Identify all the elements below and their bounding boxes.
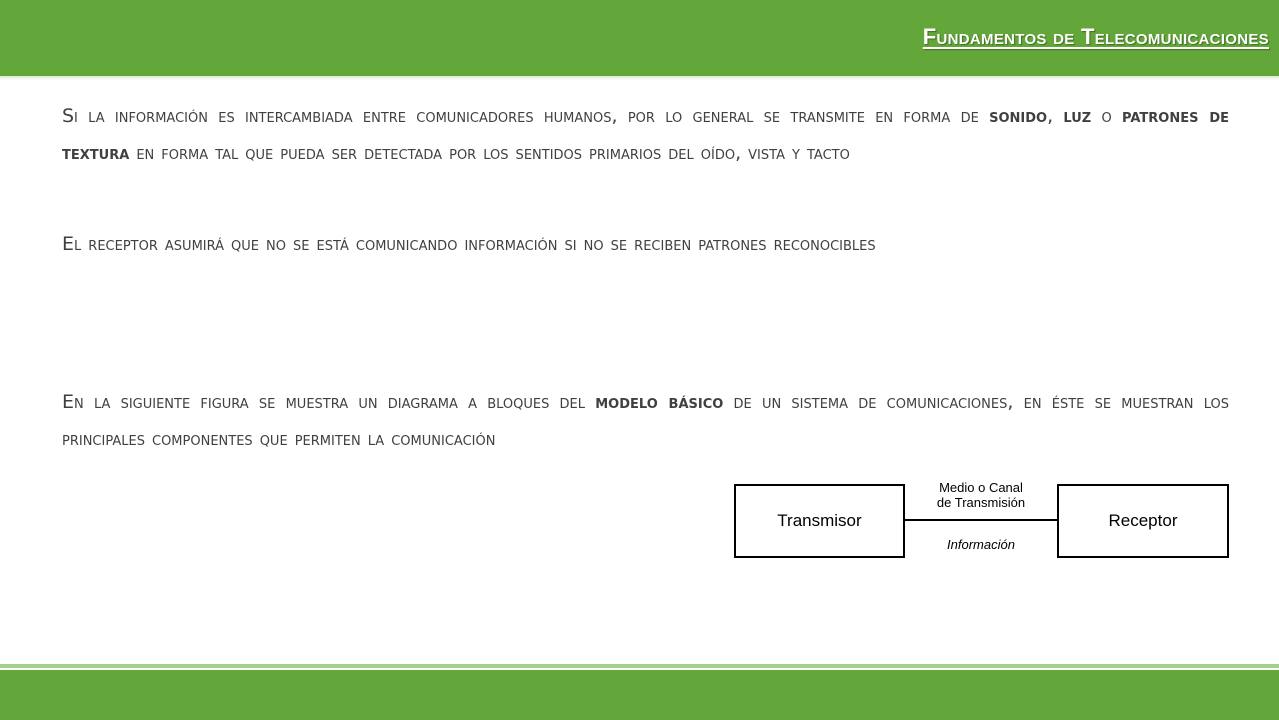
paragraph-3-text-a: En la siguiente figura se muestra un diagrama a bloques del <box>62 391 596 413</box>
header-shadow <box>0 76 1279 80</box>
channel-label <box>905 480 1057 510</box>
footer-bar <box>0 670 1279 720</box>
channel-line <box>905 519 1057 521</box>
receiver-label: Receptor <box>1108 511 1178 530</box>
footer-accent-line <box>0 664 1279 668</box>
paragraph-1-text-a: Si la información es intercambiada entre comunicadores humanos, por lo general se transmite en forma de <box>62 105 990 127</box>
receiver-block <box>1057 484 1229 558</box>
keyword-patrones-de-textura: patrones de textura <box>62 105 1230 164</box>
paragraph-1-sep-a: , <box>1047 105 1064 127</box>
paragraph-3 <box>62 384 1229 458</box>
keyword-luz: luz <box>1063 105 1092 127</box>
transmitter-block <box>734 484 905 558</box>
paragraph-1 <box>62 98 1229 172</box>
paragraph-3-text-b: de un sistema de comunicaciones, en éste se muestran los principales componentes que permiten la comunicación <box>62 391 1229 450</box>
slide-title: Fundamentos de Telecomunicaciones <box>922 24 1269 49</box>
keyword-modelo-basico: modelo básico <box>595 391 724 413</box>
channel-label-line-2: de Transmisión <box>936 495 1026 510</box>
information-label: Información <box>947 537 1015 552</box>
paragraph-2-text: El receptor asumirá que no se está comunicando información si no se reciben patrones reconocibles <box>62 233 876 255</box>
communication-block-diagram <box>734 478 1230 562</box>
keyword-sonido: sonido <box>989 105 1048 127</box>
paragraph-2 <box>62 226 1229 263</box>
paragraph-1-sep-b: o <box>1091 105 1123 127</box>
paragraph-1-text-b: en forma tal que pueda ser detectada por los sentidos primarios del oído, vista y tacto <box>129 142 850 164</box>
channel-label-line-1: Medio o Canal <box>939 480 1023 495</box>
transmitter-label: Transmisor <box>777 511 862 530</box>
